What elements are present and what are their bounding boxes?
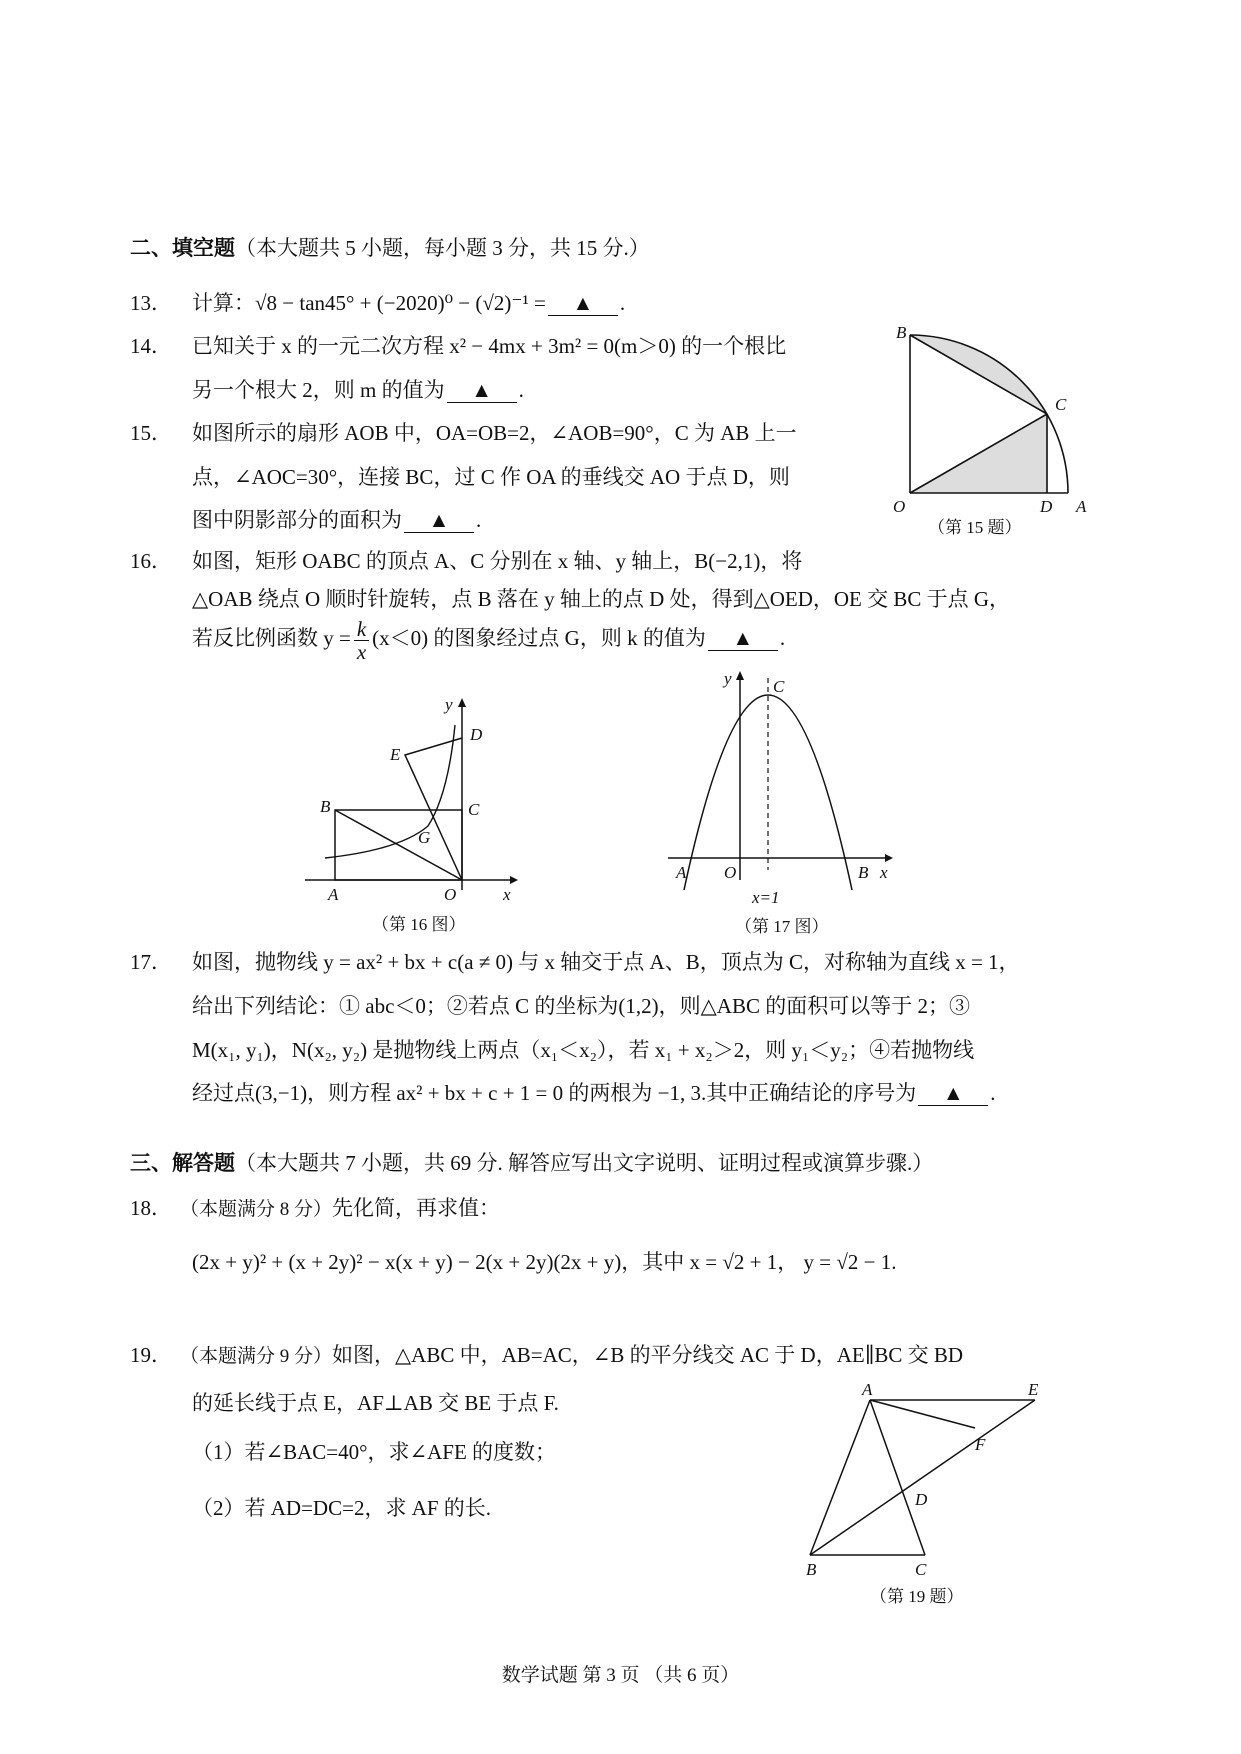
- section-2-header: [130, 233, 650, 263]
- q15-line2: 点，∠AOC=30°，连接 BC，过 C 作 OA 的垂线交 AO 于点 D，则: [192, 465, 790, 489]
- label-d: D: [470, 725, 483, 744]
- q17-line3: M(x₁, y₁)，N(x₂, y₂) 是抛物线上两点（x₁＜x₂），若 x₁ + x₂＞2，则 y₁＜y₂；④若抛物线: [192, 1038, 975, 1062]
- answer-blank: ▲: [548, 291, 618, 316]
- figure-19-caption: （第 19 题）: [870, 1587, 964, 1606]
- q19-number: 19．: [130, 1343, 172, 1367]
- section-3-desc: （本大题共 7 小题，共 69 分. 解答应写出文字说明、证明过程或演算步骤.）: [235, 1151, 934, 1175]
- label-d: D: [1040, 497, 1053, 516]
- label-c: C: [1055, 395, 1067, 414]
- q14-line2-text: 另一个根大 2，则 m 的值为: [192, 378, 445, 402]
- label-c: C: [915, 1560, 927, 1579]
- answer-blank: ▲: [447, 378, 517, 403]
- period: .: [990, 1081, 996, 1105]
- label-o: O: [444, 885, 457, 904]
- q16-number: 16．: [130, 549, 172, 573]
- figure-16-caption: （第 16 图）: [372, 915, 466, 934]
- q15-line3: [192, 505, 481, 535]
- section-2-desc: （本大题共 5 小题，每小题 3 分，共 15 分.）: [235, 236, 650, 260]
- label-a: A: [676, 863, 687, 882]
- label-y: y: [724, 669, 732, 688]
- answer-blank: ▲: [708, 626, 778, 651]
- q16-line3-text-a: 若反比例函数 y =: [192, 626, 351, 650]
- section-2-title: 二、填空题: [130, 236, 235, 260]
- q14-line1: 已知关于 x 的一元二次方程 x² − 4mx + 3m² = 0(m＞0) 的一个根比: [192, 334, 787, 358]
- label-e: E: [390, 745, 401, 764]
- period: .: [619, 291, 626, 315]
- answer-blank: ▲: [918, 1081, 988, 1106]
- q17-number: 17．: [130, 950, 172, 974]
- period: .: [476, 508, 482, 532]
- label-e: E: [1028, 1380, 1039, 1399]
- label-b: B: [896, 323, 907, 342]
- figure-16: [300, 690, 530, 940]
- q19-part2: （2）若 AD=DC=2，求 AF 的长.: [192, 1496, 492, 1520]
- q13-expression: 计算：√8 − tan45° + (−2020)⁰ − (√2)⁻¹ =: [192, 291, 546, 315]
- label-a: A: [1076, 497, 1087, 516]
- section-3-title: 三、解答题: [130, 1151, 235, 1175]
- section-3-header: [130, 1148, 933, 1178]
- q15-line3-text: 图中阴影部分的面积为: [192, 508, 402, 532]
- figure-15-caption: （第 15 题）: [928, 518, 1022, 537]
- figure-17: [660, 660, 900, 940]
- q17-line4-text: 经过点(3,−1)，则方程 ax² + bx + c + 1 = 0 的两根为 −1, 3.其中正确结论的序号为: [192, 1081, 917, 1105]
- answer-blank: ▲: [404, 508, 474, 533]
- q18-text: 先化简，再求值：: [332, 1196, 501, 1220]
- label-o: O: [893, 497, 906, 516]
- label-a: A: [328, 885, 339, 904]
- q16-line3: [192, 610, 785, 666]
- q19-line1-text: 如图，△ABC 中，AB=AC，∠B 的平分线交 AC 于 D，AE∥BC 交 BD: [332, 1343, 964, 1367]
- q15-number: 15．: [130, 421, 172, 445]
- q13-text: [192, 288, 625, 318]
- q18-line1: [180, 1193, 500, 1225]
- q18-formula: (2x + y)² + (x + 2y)² − x(x + y) − 2(x + 2y)(2x + y)，其中 x = √2 + 1， y = √2 − 1.: [192, 1250, 897, 1274]
- q17-line2: 给出下列结论：① abc＜0；②若点 C 的坐标为(1,2)，则△ABC 的面积可以等于 2；③: [192, 994, 970, 1018]
- q19-part1: （1）若∠BAC=40°，求∠AFE 的度数；: [192, 1440, 557, 1464]
- label-g: G: [418, 828, 431, 847]
- q13-number: 13．: [130, 291, 172, 315]
- q15-line1: 如图所示的扇形 AOB 中，OA=OB=2，∠AOB=90°，C 为 AB 上一: [192, 421, 797, 445]
- fraction-numerator: k: [354, 618, 369, 641]
- period: .: [779, 626, 786, 650]
- label-x: x: [880, 863, 888, 882]
- figure-19: [800, 1370, 1060, 1610]
- q18-score: （本题满分 8 分）: [180, 1199, 333, 1220]
- q14-line2: [192, 375, 524, 405]
- page-footer: 数学试题 第 3 页 （共 6 页）: [501, 1665, 740, 1686]
- figure-15: [880, 320, 1110, 545]
- q16-line3-text-b: (x＜0) 的图象经过点 G，则 k 的值为: [372, 626, 706, 650]
- period: .: [518, 378, 524, 402]
- label-c: C: [468, 800, 480, 819]
- label-b: B: [320, 797, 331, 816]
- label-a: A: [862, 1380, 873, 1399]
- fraction-k-over-x: [354, 618, 369, 663]
- label-o: O: [724, 863, 737, 882]
- q16-line1: 如图，矩形 OABC 的顶点 A、C 分别在 x 轴、y 轴上，B(−2,1)，将: [192, 549, 803, 573]
- q19-line2: 的延长线于点 E，AF⊥AB 交 BE 于点 F.: [192, 1391, 559, 1415]
- q16-line2: △OAB 绕点 O 顺时针旋转，点 B 落在 y 轴上的点 D 处，得到△OED，OE 交 BC 于点 G，: [192, 587, 1011, 611]
- q17-line4: [192, 1078, 995, 1108]
- label-b: B: [806, 1560, 817, 1579]
- label-axis-x-equals-1: x=1: [752, 888, 780, 907]
- q19-line1: [180, 1340, 963, 1372]
- label-d: D: [915, 1490, 928, 1509]
- q17-line1: 如图，抛物线 y = ax² + bx + c(a ≠ 0) 与 x 轴交于点 A、B，顶点为 C，对称轴为直线 x = 1，: [192, 950, 1020, 974]
- label-f: F: [975, 1435, 986, 1454]
- label-y: y: [445, 695, 453, 714]
- figure-17-caption: （第 17 图）: [735, 917, 829, 936]
- q19-score: （本题满分 9 分）: [180, 1346, 333, 1367]
- fraction-denominator: x: [356, 639, 367, 664]
- label-c: C: [773, 677, 785, 696]
- label-x: x: [503, 885, 511, 904]
- q14-number: 14．: [130, 334, 172, 358]
- q18-number: 18．: [130, 1196, 172, 1220]
- label-b: B: [858, 863, 869, 882]
